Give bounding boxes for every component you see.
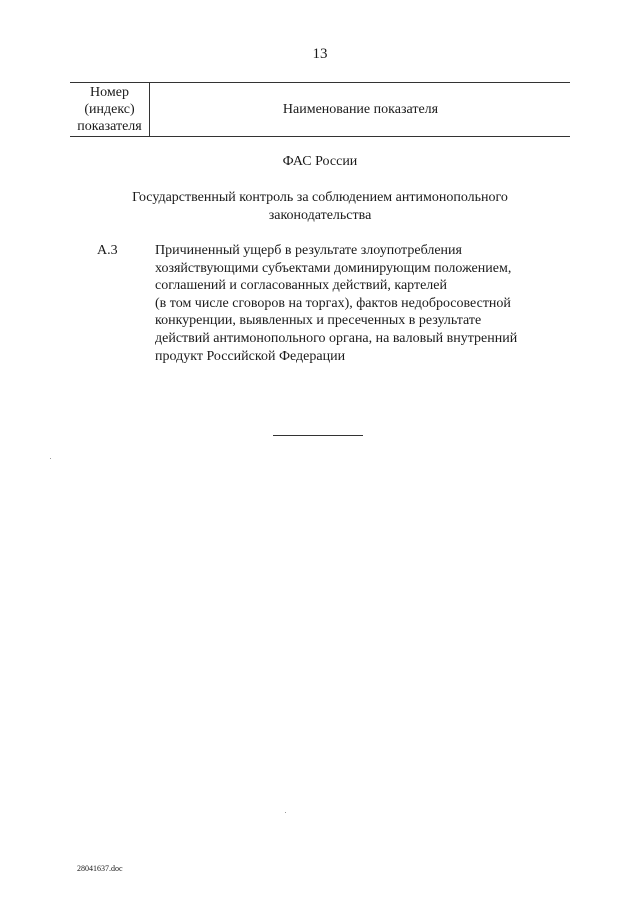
- number-column-line: Номер: [90, 85, 129, 100]
- section-title-line: Государственный контроль за соблюдением антимонопольного: [132, 190, 508, 205]
- scan-speck: [50, 458, 51, 459]
- agency-name: ФАС России: [282, 154, 358, 169]
- indicator-name-line: хозяйствующими субъектами доминирующим положением,: [155, 260, 512, 276]
- section-title: [100, 189, 540, 225]
- indicator-table-header: [70, 82, 570, 137]
- indicator-code: А.3: [97, 243, 118, 258]
- section-title-line: законодательства: [268, 208, 372, 223]
- indicator-name-line: Причиненный ущерб в результате злоупотребления: [155, 243, 462, 258]
- indicator-name-line: конкуренции, выявленных и пресеченных в результате: [155, 313, 482, 329]
- indicator-name-line: (в том числе сговоров на торгах), фактов недобросовестной: [155, 295, 511, 311]
- scan-speck: [285, 812, 286, 813]
- page-number: 13: [312, 46, 328, 62]
- number-column-line: (индекс): [84, 102, 135, 117]
- name-column-header: Наименование показателя: [282, 102, 439, 117]
- footer-file-code: 28041637.doc: [77, 864, 123, 873]
- indicator-name-line: соглашений и согласованных действий, картелей: [155, 278, 447, 294]
- indicator-name-line: продукт Российской Федерации: [155, 348, 346, 364]
- end-of-document-line: [273, 435, 363, 436]
- indicator-name-line: действий антимонопольного органа, на валовый внутренний: [155, 330, 518, 346]
- number-column-line: показателя: [77, 119, 142, 134]
- indicator-name: [155, 242, 565, 365]
- number-column-header: [70, 83, 150, 136]
